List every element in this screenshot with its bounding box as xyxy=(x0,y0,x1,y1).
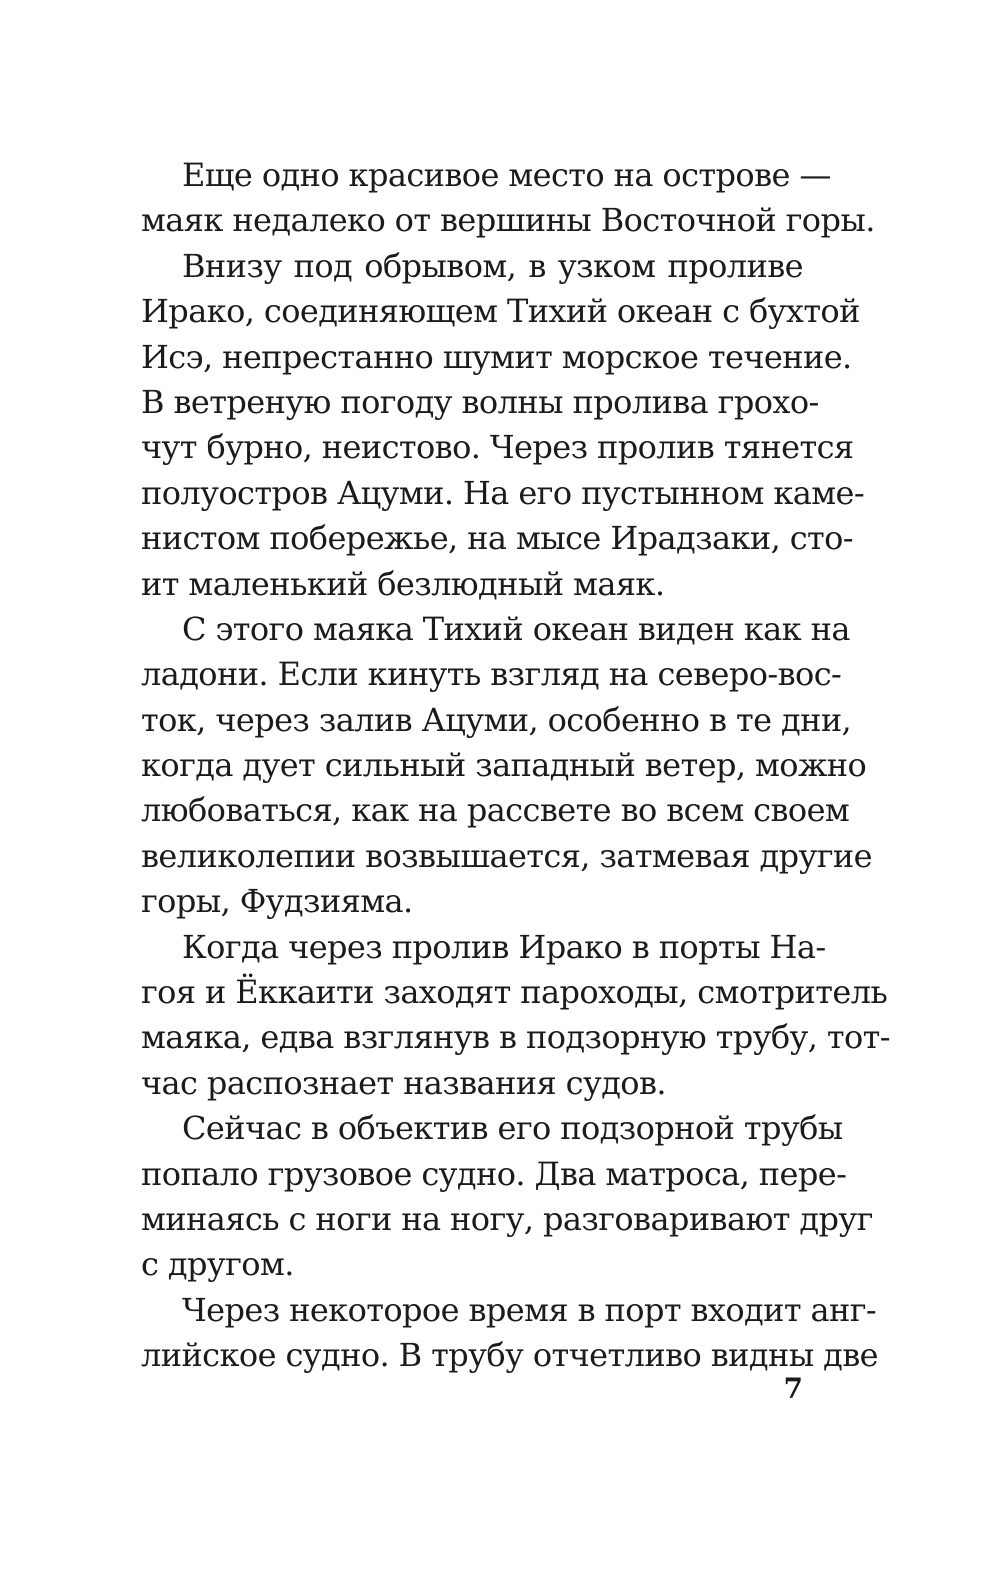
text-line: Внизу под обрывом, в узком проливе xyxy=(182,246,803,285)
text-line: горы, Фудзияма. xyxy=(141,882,413,921)
text-line: полуостров Ацуми. На его пустынном каме- xyxy=(141,473,865,512)
text-line: нистом побережье, на мысе Ирадзаки, сто- xyxy=(141,519,854,558)
paragraph xyxy=(141,1288,878,1379)
paragraph xyxy=(141,244,865,607)
text-line: Исэ, непрестанно шумит морское течение. xyxy=(141,337,852,376)
text-line: чут бурно, неистово. Через пролив тянется xyxy=(141,428,854,467)
text-line: с другом. xyxy=(141,1245,294,1284)
body-text xyxy=(141,153,890,1379)
paragraph xyxy=(141,607,873,925)
text-line: С этого маяка Тихий океан виден как на xyxy=(182,609,850,648)
text-line: час распознает названия судов. xyxy=(141,1063,666,1102)
text-line: В ветреную погоду волны пролива грохо- xyxy=(141,382,819,421)
text-line: ток, через залив Ацуми, особенно в те дни, xyxy=(141,700,852,739)
paragraph xyxy=(141,1106,873,1288)
text-line: когда дует сильный западный ветер, можно xyxy=(141,746,867,785)
text-line: ладони. Если кинуть взгляд на северо-вос- xyxy=(141,655,842,694)
text-line: Сейчас в объектив его подзорной трубы xyxy=(182,1109,843,1148)
text-line: минаясь с ноги на ногу, разговаривают друг xyxy=(141,1199,873,1238)
paragraph xyxy=(141,925,890,1107)
page-number: 7 xyxy=(783,1372,803,1405)
text-line: Когда через пролив Ирако в порты На- xyxy=(182,927,826,966)
text-line: гоя и Ёккаити заходят пароходы, смотритель xyxy=(141,973,888,1012)
text-line: великолепии возвышается, затмевая другие xyxy=(141,836,873,875)
text-line: Через некоторое время в порт входит анг- xyxy=(182,1290,877,1329)
text-line: лийское судно. В трубу отчетливо видны две xyxy=(141,1336,878,1375)
text-line: маяк недалеко от вершины Восточной горы. xyxy=(141,201,875,240)
text-line: ит маленький безлюдный маяк. xyxy=(141,564,665,603)
text-line: Ирако, соединяющем Тихий океан с бухтой xyxy=(141,292,860,331)
paragraph xyxy=(141,153,875,244)
text-line: любоваться, как на рассвете во всем своем xyxy=(141,791,850,830)
text-line: маяка, едва взглянув в подзорную трубу, тот- xyxy=(141,1018,890,1057)
text-line: Еще одно красивое место на острове — xyxy=(182,156,831,194)
text-line: попало грузовое судно. Два матроса, пере- xyxy=(141,1154,847,1193)
